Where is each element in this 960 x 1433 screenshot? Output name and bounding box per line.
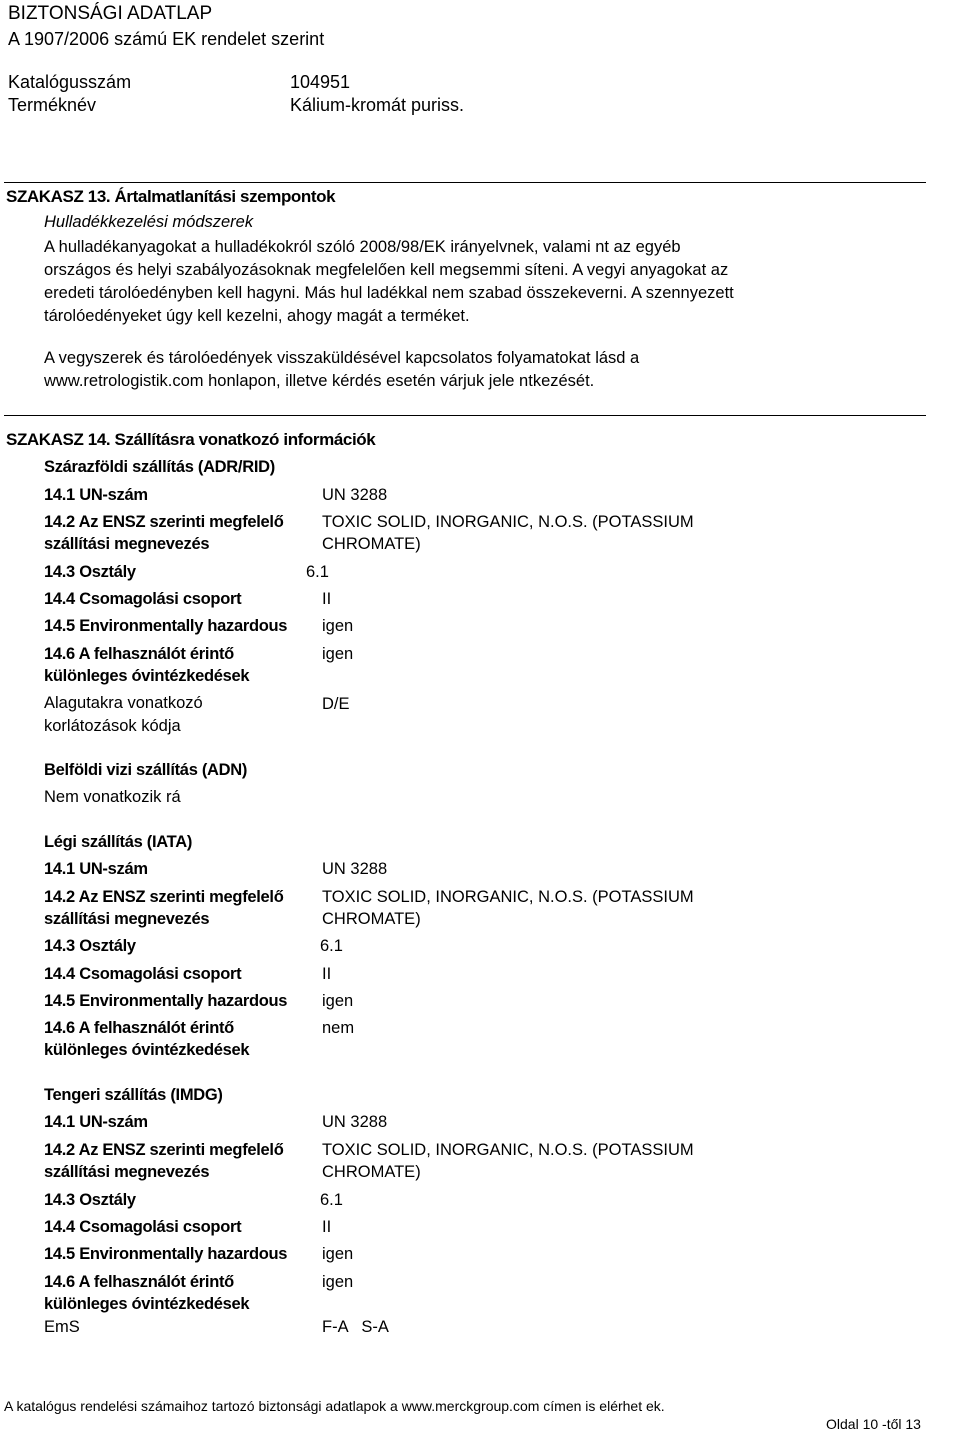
- catalog-number-value: 104951: [290, 72, 351, 92]
- sea-transport-heading: Tengeri szállítás (IMDG): [44, 1086, 223, 1104]
- packing-group-value: II: [322, 590, 332, 608]
- class-label: 14.3 Osztály: [44, 937, 136, 955]
- shipping-name-label: 14.2 Az ENSZ szerinti megfelelő: [44, 888, 284, 906]
- packing-group-label: 14.4 Csomagolási csoport: [44, 590, 242, 608]
- paragraph-line: www.retrologistik.com honlapon, illetve kérdés esetén várjuk jele ntkezését.: [44, 372, 595, 390]
- shipping-name-value: CHROMATE): [322, 535, 421, 553]
- paragraph-line: A vegyszerek és tárolóedények visszaküldésével kapcsolatos folyamatokat lásd a: [44, 349, 640, 367]
- packing-group-label: 14.4 Csomagolási csoport: [44, 965, 242, 983]
- ems-value: F-A S-A: [322, 1318, 389, 1336]
- shipping-name-label: szállítási megnevezés: [44, 910, 210, 928]
- page-number: Oldal 10 -től 13: [826, 1416, 921, 1432]
- shipping-name-label: szállítási megnevezés: [44, 1163, 210, 1181]
- paragraph-line: A hulladékanyagokat a hulladékokról szóló 2008/98/EK irányelvnek, valami nt az egyéb: [44, 238, 681, 256]
- shipping-name-label: 14.2 Az ENSZ szerinti megfelelő: [44, 513, 284, 531]
- environmental-hazard-value: igen: [322, 617, 354, 635]
- special-precautions-label: 14.6 A felhasználót érintő: [44, 1019, 234, 1037]
- section-13-title: SZAKASZ 13. Ártalmatlanítási szempontok: [6, 187, 336, 206]
- inland-waterway-heading: Belföldi vizi szállítás (ADN): [44, 761, 248, 779]
- road-transport-heading: Szárazföldi szállítás (ADR/RID): [44, 458, 275, 476]
- un-number-value: UN 3288: [322, 860, 388, 878]
- catalog-number-label: Katalógusszám: [8, 72, 132, 92]
- environmental-hazard-label: 14.5 Environmentally hazardous: [44, 992, 288, 1010]
- un-number-label: 14.1 UN-szám: [44, 486, 148, 504]
- tunnel-code-value: D/E: [322, 695, 350, 713]
- shipping-name-value: TOXIC SOLID, INORGANIC, N.O.S. (POTASSIUM: [322, 888, 694, 906]
- un-number-label: 14.1 UN-szám: [44, 1113, 148, 1131]
- special-precautions-label: 14.6 A felhasználót érintő: [44, 645, 234, 663]
- air-transport-heading: Légi szállítás (IATA): [44, 833, 193, 851]
- class-label: 14.3 Osztály: [44, 563, 136, 581]
- un-number-label: 14.1 UN-szám: [44, 860, 148, 878]
- special-precautions-label: különleges óvintézkedések: [44, 1041, 250, 1059]
- shipping-name-value: CHROMATE): [322, 1163, 421, 1181]
- class-label: 14.3 Osztály: [44, 1191, 136, 1209]
- section-13-rule: [4, 182, 926, 183]
- un-number-value: UN 3288: [322, 1113, 388, 1131]
- special-precautions-value: igen: [322, 645, 354, 663]
- packing-group-value: II: [322, 1218, 332, 1236]
- paragraph-line: tárolóedényeket úgy kell kezelni, ahogy magát a terméket.: [44, 307, 470, 325]
- tunnel-code-label: korlátozások kódja: [44, 717, 181, 735]
- class-value: 6.1: [306, 563, 329, 581]
- shipping-name-value: CHROMATE): [322, 910, 421, 928]
- special-precautions-label: különleges óvintézkedések: [44, 667, 250, 685]
- packing-group-value: II: [322, 965, 332, 983]
- waste-methods-subtitle: Hulladékkezelési módszerek: [44, 213, 254, 231]
- ems-label: EmS: [44, 1318, 80, 1336]
- packing-group-label: 14.4 Csomagolási csoport: [44, 1218, 242, 1236]
- special-precautions-value: igen: [322, 1273, 354, 1291]
- inland-waterway-note: Nem vonatkozik rá: [44, 788, 181, 806]
- environmental-hazard-value: igen: [322, 992, 354, 1010]
- shipping-name-label: 14.2 Az ENSZ szerinti megfelelő: [44, 1141, 284, 1159]
- un-number-value: UN 3288: [322, 486, 388, 504]
- special-precautions-label: különleges óvintézkedések: [44, 1295, 250, 1313]
- product-name-label: Terméknév: [8, 95, 97, 115]
- class-value: 6.1: [320, 1191, 343, 1209]
- shipping-name-value: TOXIC SOLID, INORGANIC, N.O.S. (POTASSIUM: [322, 513, 694, 531]
- tunnel-code-label: Alagutakra vonatkozó: [44, 694, 203, 712]
- document-title: BIZTONSÁGI ADATLAP: [8, 3, 213, 24]
- product-name-value: Kálium-kromát puriss.: [290, 95, 465, 115]
- paragraph-line: eredeti tárolóedényben kell hagyni. Más hul ladékkal nem szabad összekeverni. A szennyezett: [44, 284, 734, 302]
- class-value: 6.1: [320, 937, 343, 955]
- footer-note: A katalógus rendelési számaihoz tartozó biztonsági adatlapok a www.merckgroup.com címen is elérhet ek.: [4, 1398, 665, 1414]
- regulation-reference: A 1907/2006 számú EK rendelet szerint: [8, 29, 325, 49]
- paragraph-line: országos és helyi szabályozásoknak megfelelően kell megsemmi síteni. A vegyi anyagokat az: [44, 261, 729, 279]
- section-14-title: SZAKASZ 14. Szállításra vonatkozó információk: [6, 430, 376, 449]
- environmental-hazard-label: 14.5 Environmentally hazardous: [44, 617, 288, 635]
- shipping-name-label: szállítási megnevezés: [44, 535, 210, 553]
- special-precautions-label: 14.6 A felhasználót érintő: [44, 1273, 234, 1291]
- special-precautions-value: nem: [322, 1019, 355, 1037]
- section-14-rule: [4, 415, 926, 416]
- environmental-hazard-label: 14.5 Environmentally hazardous: [44, 1245, 288, 1263]
- shipping-name-value: TOXIC SOLID, INORGANIC, N.O.S. (POTASSIUM: [322, 1141, 694, 1159]
- environmental-hazard-value: igen: [322, 1245, 354, 1263]
